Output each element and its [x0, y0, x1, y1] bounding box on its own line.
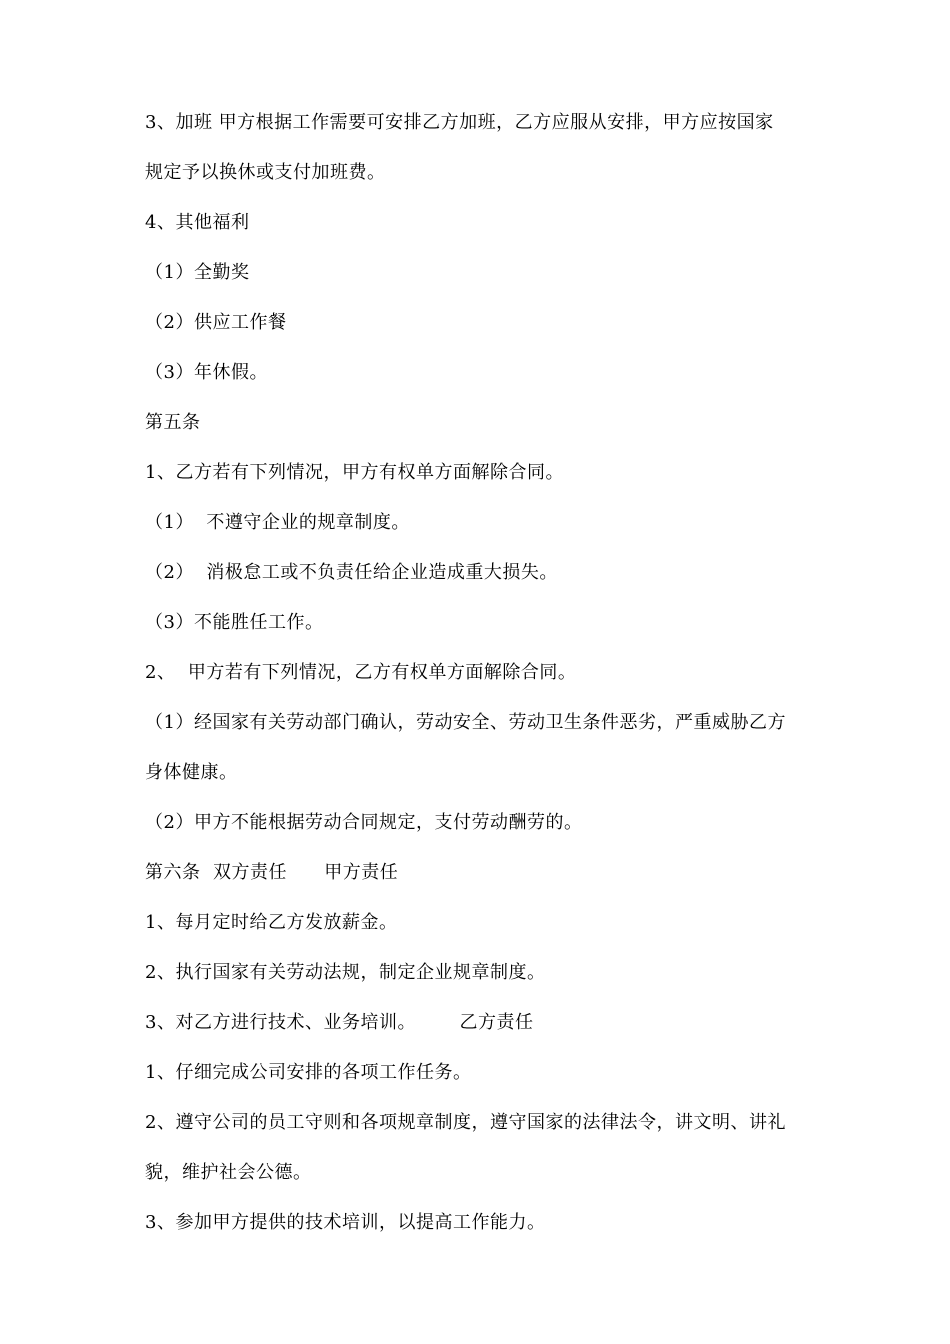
text-line: 规定予以换休或支付加班费。	[145, 162, 386, 183]
text-line: 1、乙方若有下列情况，甲方有权单方面解除合同。	[145, 462, 564, 483]
text-line: （3）不能胜任工作。	[145, 612, 324, 633]
text-line: 3、加班 甲方根据工作需要可安排乙方加班，乙方应服从安排，甲方应按国家	[145, 112, 774, 133]
text-line: （2） 消极怠工或不负责任给企业造成重大损失。	[145, 562, 558, 583]
text-line: 2、 甲方若有下列情况，乙方有权单方面解除合同。	[145, 662, 577, 683]
text-line: （1） 不遵守企业的规章制度。	[145, 512, 410, 533]
text-line: 1、仔细完成公司安排的各项工作任务。	[145, 1062, 472, 1083]
document-body	[145, 103, 810, 1253]
text-line: （1）经国家有关劳动部门确认，劳动安全、劳动卫生条件恶劣，严重威胁乙方	[145, 712, 786, 733]
text-line: 貌，维护社会公德。	[145, 1162, 312, 1183]
text-line: 2、遵守公司的员工守则和各项规章制度，遵守国家的法律法令，讲文明、讲礼	[145, 1112, 786, 1133]
text-line: （1）全勤奖	[145, 262, 250, 283]
text-line: 1、每月定时给乙方发放薪金。	[145, 912, 398, 933]
section-heading: 第六条 双方责任 甲方责任	[145, 862, 399, 883]
text-line: 4、其他福利	[145, 212, 250, 233]
text-line: 3、对乙方进行技术、业务培训。 乙方责任	[145, 1012, 534, 1033]
text-line: （2）供应工作餐	[145, 312, 287, 333]
text-line: 2、执行国家有关劳动法规，制定企业规章制度。	[145, 962, 546, 983]
section-heading: 第五条	[145, 412, 201, 433]
text-line: 3、参加甲方提供的技术培训，以提高工作能力。	[145, 1212, 546, 1233]
text-line: （3）年休假。	[145, 362, 268, 383]
text-line: （2）甲方不能根据劳动合同规定，支付劳动酬劳的。	[145, 812, 583, 833]
text-line: 身体健康。	[145, 762, 238, 783]
